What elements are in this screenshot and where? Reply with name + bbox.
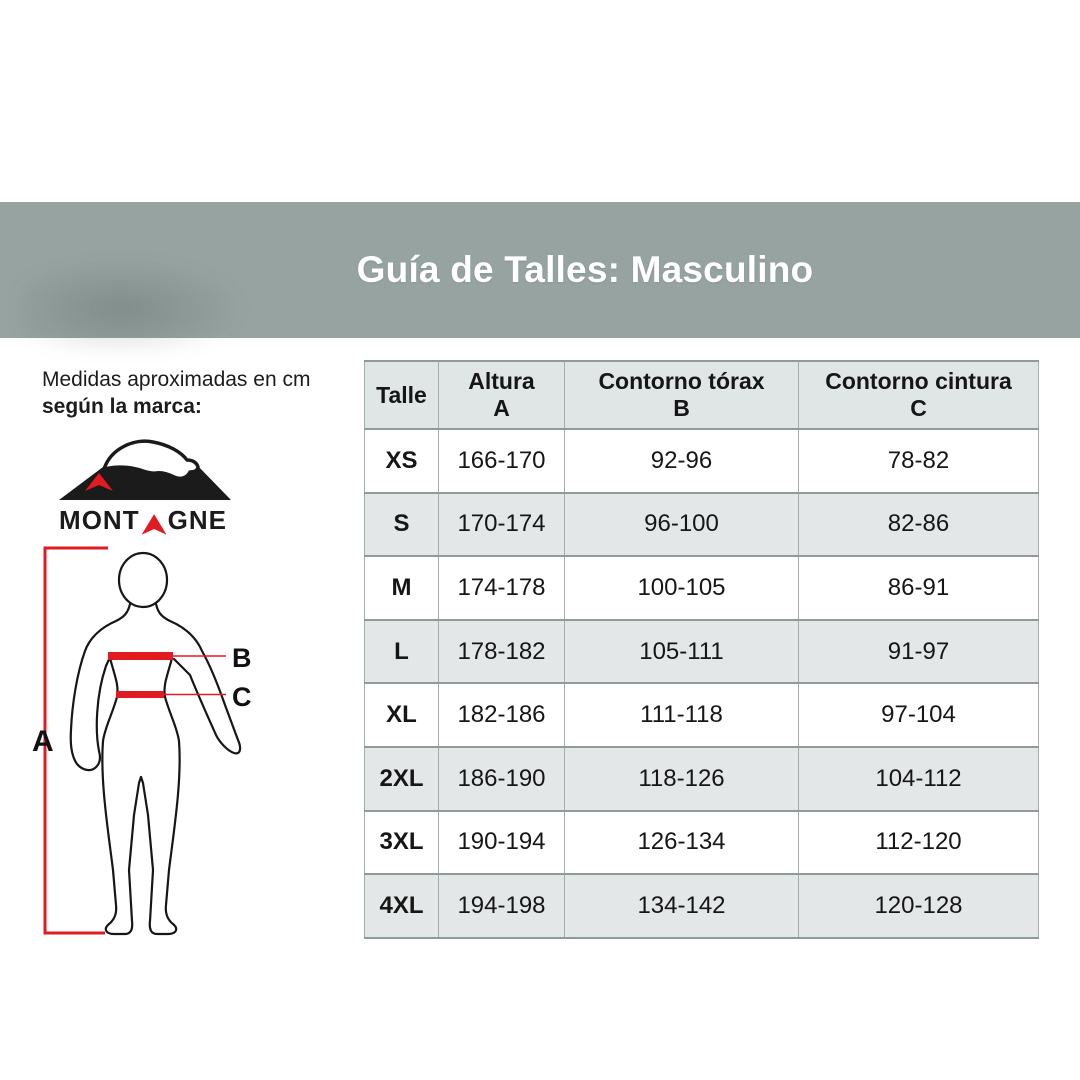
size-guide-table bbox=[364, 360, 1039, 939]
mountain-eagle-icon bbox=[45, 436, 241, 504]
column-header-label: Talle bbox=[376, 381, 427, 408]
table-row bbox=[365, 620, 1039, 684]
table-row bbox=[365, 683, 1039, 747]
value-cell: 78-82 bbox=[799, 429, 1039, 493]
banner-watermark-smudge bbox=[18, 257, 248, 352]
body-head bbox=[119, 553, 167, 607]
value-cell: 126-134 bbox=[565, 811, 799, 875]
size-cell: 3XL bbox=[365, 811, 439, 875]
body-outline-left-arm bbox=[71, 604, 130, 770]
body-measurement-figure bbox=[20, 525, 340, 965]
value-cell: 134-142 bbox=[565, 874, 799, 938]
brand-logo bbox=[45, 436, 241, 536]
label-height-a: A bbox=[32, 725, 54, 758]
value-cell: 105-111 bbox=[565, 620, 799, 684]
column-header-sublabel: C bbox=[910, 395, 927, 421]
value-cell: 92-96 bbox=[565, 429, 799, 493]
value-cell: 100-105 bbox=[565, 556, 799, 620]
size-table-body bbox=[365, 429, 1039, 938]
value-cell: 91-97 bbox=[799, 620, 1039, 684]
value-cell: 186-190 bbox=[439, 747, 565, 811]
table-header-row bbox=[365, 361, 1039, 429]
value-cell: 182-186 bbox=[439, 683, 565, 747]
column-header-label: Contorno tórax bbox=[598, 368, 765, 394]
value-cell: 174-178 bbox=[439, 556, 565, 620]
value-cell: 86-91 bbox=[799, 556, 1039, 620]
value-cell: 194-198 bbox=[439, 874, 565, 938]
size-cell: 2XL bbox=[365, 747, 439, 811]
value-cell: 178-182 bbox=[439, 620, 565, 684]
size-cell: M bbox=[365, 556, 439, 620]
label-chest-b: B bbox=[232, 643, 252, 673]
brand-wordmark-prefix: MONT bbox=[59, 505, 140, 535]
page-title: Guía de Talles: Masculino bbox=[356, 249, 814, 290]
column-header-talle bbox=[365, 361, 439, 429]
column-header-altura bbox=[439, 361, 565, 429]
measurement-note bbox=[42, 366, 362, 420]
brand-wordmark-suffix: GNE bbox=[167, 505, 227, 535]
column-header-sublabel: B bbox=[673, 395, 690, 421]
table-row bbox=[365, 874, 1039, 938]
value-cell: 190-194 bbox=[439, 811, 565, 875]
size-cell: XL bbox=[365, 683, 439, 747]
size-cell: 4XL bbox=[365, 874, 439, 938]
column-header-torax bbox=[565, 361, 799, 429]
value-cell: 166-170 bbox=[439, 429, 565, 493]
table-row bbox=[365, 556, 1039, 620]
size-cell: L bbox=[365, 620, 439, 684]
value-cell: 82-86 bbox=[799, 493, 1039, 557]
column-header-label: Altura bbox=[468, 368, 535, 394]
table-row bbox=[365, 429, 1039, 493]
value-cell: 112-120 bbox=[799, 811, 1039, 875]
body-outline-left-leg bbox=[102, 658, 141, 934]
table-row bbox=[365, 811, 1039, 875]
body-outline-right-leg bbox=[141, 658, 180, 934]
waist-measure-bar bbox=[116, 691, 164, 698]
value-cell: 111-118 bbox=[565, 683, 799, 747]
measurement-note-line2: según la marca: bbox=[42, 395, 202, 418]
column-header-label: Contorno cintura bbox=[825, 368, 1012, 394]
chest-measure-bar bbox=[108, 652, 173, 660]
table-row bbox=[365, 747, 1039, 811]
size-cell: S bbox=[365, 493, 439, 557]
value-cell: 118-126 bbox=[565, 747, 799, 811]
title-banner bbox=[0, 202, 1080, 338]
value-cell: 170-174 bbox=[439, 493, 565, 557]
column-header-sublabel: A bbox=[493, 395, 510, 421]
body-outline-right-arm bbox=[156, 604, 240, 753]
size-cell: XS bbox=[365, 429, 439, 493]
value-cell: 104-112 bbox=[799, 747, 1039, 811]
label-waist-c: C bbox=[232, 682, 252, 712]
value-cell: 97-104 bbox=[799, 683, 1039, 747]
table-row bbox=[365, 493, 1039, 557]
value-cell: 120-128 bbox=[799, 874, 1039, 938]
column-header-cintura bbox=[799, 361, 1039, 429]
value-cell: 96-100 bbox=[565, 493, 799, 557]
measurement-note-line1: Medidas aproximadas en cm bbox=[42, 368, 311, 391]
